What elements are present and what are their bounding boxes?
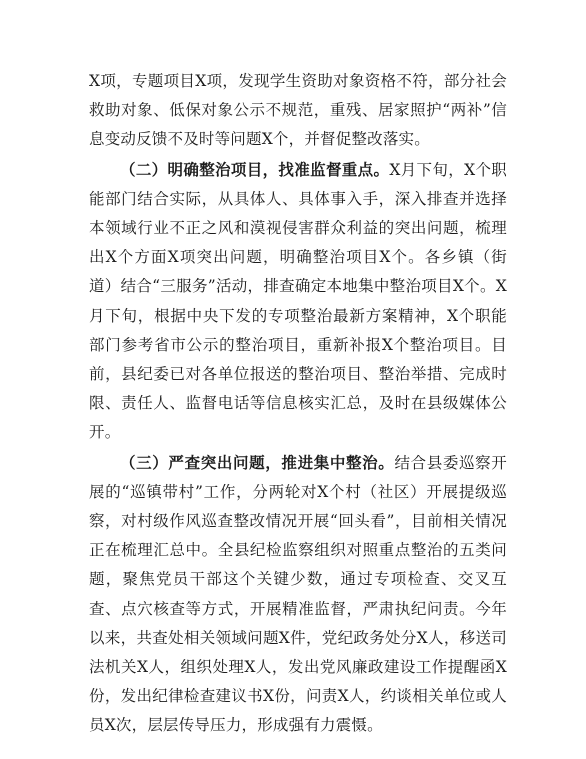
paragraph-2-lead: （二）明确整治项目，找准监督重点。 [120,159,390,179]
paragraph-3-lead: （三）严查突出问题，推进集中整治。 [120,452,395,472]
paragraph-3-text: 结合县委巡察开展的“巡镇带村”工作，分两轮对X个村（社区）开展提级巡察，对村级作风巡查整改情况开展“回头看”，目前相关情况正在梳理汇总中。全县纪检监察组织对照重点整治的五类问题，聚焦党员干部这个关键少数，通过专项检查、交叉互查、点穴核查等方式，开展精准监督，严肃执纪问责。今年以来，共查处相关领域问题X件，党纪政务处分X人，移送司法机关X人，组织处理X人，发出党风廉政建设工作提醒函X份，发出纪律检查建议书X份，问责X人，约谈相关单位或人员X次，层层传导压力，形成强有力震慑。 [89,453,507,735]
paragraph-3 [89,448,507,741]
paragraph-1-text: X项，专题项目X项，发现学生资助对象资格不符，部分社会救助对象、低保对象公示不规范，重残、居家照护“两补”信息变动反馈不及时等问题X个，并督促整改落实。 [89,72,507,149]
document-body [89,66,507,741]
paragraph-2-text: X月下旬，X个职能部门结合实际，从具体人、具体事入手，深入排查并选择本领域行业不正之风和漠视侵害群众利益的突出问题，梳理出X个方面X项突出问题，明确整治项目X个。各乡镇（街道）结合“三服务”活动，排查确定本地集中整治项目X个。X月下旬，根据中央下发的专项整治最新方案精神，X个职能部门参考省市公示的整治项目，重新补报X个整治项目。目前，县纪委已对各单位报送的整治项目、整治举措、完成时限、责任人、监督电话等信息核实汇总，及时在县级媒体公开。 [89,160,507,442]
paragraph-1 [89,66,507,155]
paragraph-2 [89,155,507,448]
